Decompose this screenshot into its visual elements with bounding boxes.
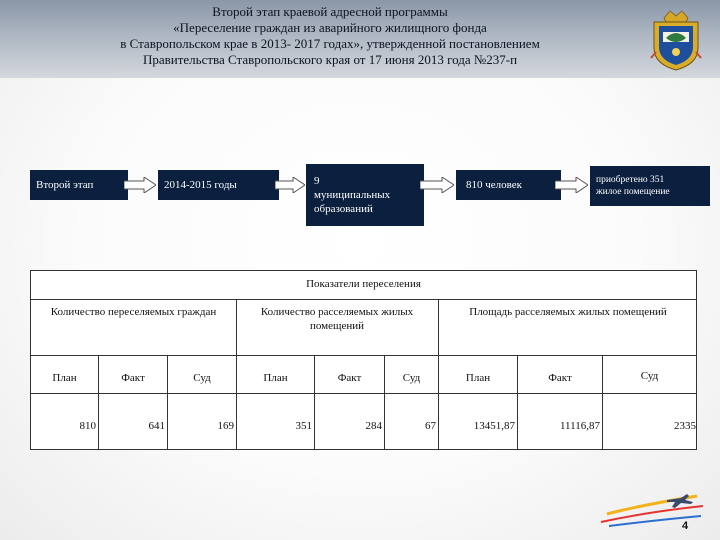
flow-box-years (158, 170, 279, 200)
slide-title (40, 4, 620, 68)
subheader-fact: Факт (337, 372, 362, 384)
table-divider (517, 355, 518, 449)
table-divider (98, 355, 99, 449)
flow-box-municipalities-line-1: 9 (314, 175, 320, 187)
flow-box-acquired-line-2: жилое помещение (596, 187, 670, 197)
arrow-right-icon (555, 177, 588, 193)
flow-box-municipalities-line-3: образований (314, 203, 373, 215)
value-area-court: 2335 (674, 420, 696, 432)
subheader-plan: План (263, 372, 288, 384)
group-header-area: Площадь расселяемых жилых помещений (469, 306, 667, 318)
subheader-plan: План (465, 372, 491, 384)
flow-box-acquired-line-1: приобретено 351 (596, 175, 665, 185)
flow-box-people (456, 170, 561, 200)
title-line-2: «Переселение граждан из аварийного жилищного фонда (173, 20, 487, 35)
flow-box-years-label: 2014-2015 годы (164, 179, 237, 191)
page-number: 4 (682, 520, 689, 532)
group-header-citizens: Количество переселяемых граждан (50, 306, 217, 318)
subheader-plan: План (52, 372, 77, 384)
subheader-court: Суд (193, 372, 211, 384)
value-dwellings-plan: 351 (295, 420, 312, 432)
subheader-fact: Факт (548, 372, 572, 384)
value-citizens-fact: 641 (148, 420, 165, 432)
flow-box-municipalities (306, 164, 424, 226)
header-banner (0, 0, 720, 78)
value-citizens-court: 169 (217, 420, 234, 432)
resettlement-table (30, 270, 697, 450)
subheader-fact: Факт (121, 372, 145, 384)
arrow-right-icon (124, 177, 156, 193)
arrow-right-icon (420, 177, 454, 193)
value-area-fact: 11116,87 (559, 420, 600, 432)
title-line-1: Второй этап краевой адресной программы (212, 4, 448, 19)
table-divider (384, 355, 385, 449)
table-title: Показатели переселения (306, 278, 421, 290)
subheader-court: Суд (402, 372, 421, 384)
flow-box-acquired (590, 166, 710, 206)
table-divider (167, 355, 168, 449)
table-divider (31, 355, 696, 356)
value-area-plan: 13451,87 (473, 420, 515, 432)
stavropol-coat-of-arms-icon (648, 8, 704, 72)
flow-box-stage-label: Второй этап (36, 179, 94, 191)
table-divider (31, 299, 696, 300)
group-header-dwellings: Количество расселяемых жилых помещений (260, 306, 414, 332)
value-citizens-plan: 810 (79, 420, 96, 432)
plane-swoosh-logo-icon (597, 486, 707, 534)
value-dwellings-fact: 284 (365, 420, 382, 432)
table-divider (314, 355, 315, 449)
table-divider (31, 393, 696, 394)
subheader-court: Суд (640, 370, 659, 382)
value-dwellings-court: 67 (425, 420, 436, 432)
arrow-right-icon (275, 177, 305, 193)
flow-box-stage (30, 170, 128, 200)
flow-box-municipalities-line-2: муниципальных (314, 189, 391, 201)
title-line-4: Правительства Ставропольского края от 17 июня 2013 года №237-п (142, 52, 518, 67)
title-line-3: в Ставропольском крае в 2013- 2017 годах», утвержденной постановлением (120, 36, 540, 51)
flow-box-people-label: 810 человек (466, 179, 523, 191)
